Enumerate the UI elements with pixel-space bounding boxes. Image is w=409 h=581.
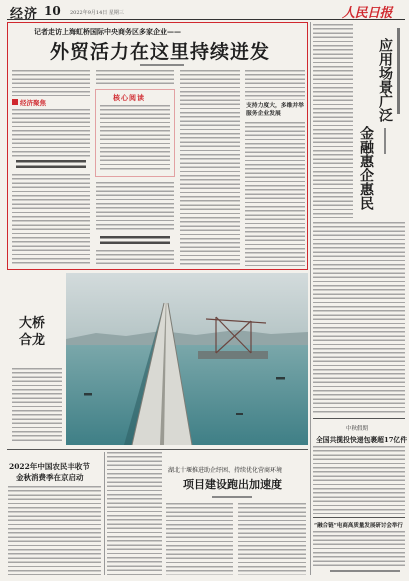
- body-text: [12, 109, 90, 157]
- boat: [276, 377, 285, 380]
- harvest-headline-line1: 2022年中国农民丰收节: [9, 462, 90, 471]
- column-tag-label: 经济聚焦: [20, 98, 46, 107]
- lead-story-headline: 外贸活力在这里持续迸发: [50, 41, 271, 63]
- body-text: [12, 174, 90, 266]
- lead-story-byline: [140, 64, 184, 66]
- section-name: 经济: [10, 7, 39, 22]
- body-text: [96, 182, 174, 232]
- photo-caption: [12, 368, 62, 442]
- bridge-photo: [66, 273, 308, 445]
- column-divider: [104, 452, 105, 575]
- column-tag-icon: [12, 99, 18, 105]
- masthead-rule: [7, 19, 405, 20]
- harvest-headline-line2: 金秋消费季在京启动: [16, 473, 84, 482]
- construction-platform: [198, 351, 268, 359]
- side-story-headline-1: 应用场景广泛: [377, 38, 393, 122]
- shiyan-byline: [212, 496, 252, 498]
- subhead: [16, 160, 86, 170]
- side-story-byline: [384, 128, 386, 154]
- boat: [84, 393, 92, 396]
- body-text: [245, 70, 305, 100]
- body-text: [313, 531, 405, 567]
- body-text: [245, 122, 305, 266]
- subhead-right: 支持力度大，多维并举服务企业发展: [246, 103, 304, 117]
- page-number: 10: [44, 4, 61, 18]
- express-headline: 全国共揽投快递包裹超17亿件: [316, 436, 408, 444]
- body-text: [96, 70, 174, 86]
- body-text: [107, 452, 162, 575]
- body-text: [313, 446, 405, 514]
- subhead: [100, 236, 170, 246]
- column-divider: [310, 22, 311, 575]
- body-text: [180, 70, 240, 266]
- shiyan-kicker: 湖北十堰推进助企纾困、持续优化营商环境: [168, 467, 283, 474]
- body-text: [313, 222, 405, 414]
- side-story-headline-2: 金融惠企惠民: [358, 126, 374, 210]
- core-reading-label: 核心阅读: [113, 93, 145, 102]
- brief-rule: [313, 517, 405, 518]
- lead-story-kicker: 记者走访上海虹桥国际中央商务区多家企业——: [34, 27, 181, 36]
- ecommerce-headline: “融合链”电商高质量发展研讨会举行: [314, 523, 403, 529]
- section-rule: [7, 449, 308, 450]
- photo-title: 大桥合龙: [19, 316, 46, 348]
- masthead-logo: 人民日报: [342, 6, 393, 21]
- body-text: [96, 250, 174, 266]
- side-story-kicker: [397, 28, 400, 114]
- core-reading-text: [100, 105, 170, 172]
- body-text: [166, 503, 233, 575]
- column-tag: [12, 98, 46, 106]
- express-label: 中秋假期: [346, 426, 369, 432]
- page-footer: [330, 570, 400, 572]
- body-text: [8, 486, 101, 575]
- brief-rule: [313, 418, 405, 419]
- body-text: [238, 503, 306, 575]
- issue-date: 2022年9月14日 星期三: [70, 10, 124, 16]
- shiyan-headline: 项目建设跑出加速度: [183, 478, 282, 491]
- boat: [236, 413, 243, 415]
- body-text: [313, 24, 353, 218]
- body-text: [12, 70, 90, 96]
